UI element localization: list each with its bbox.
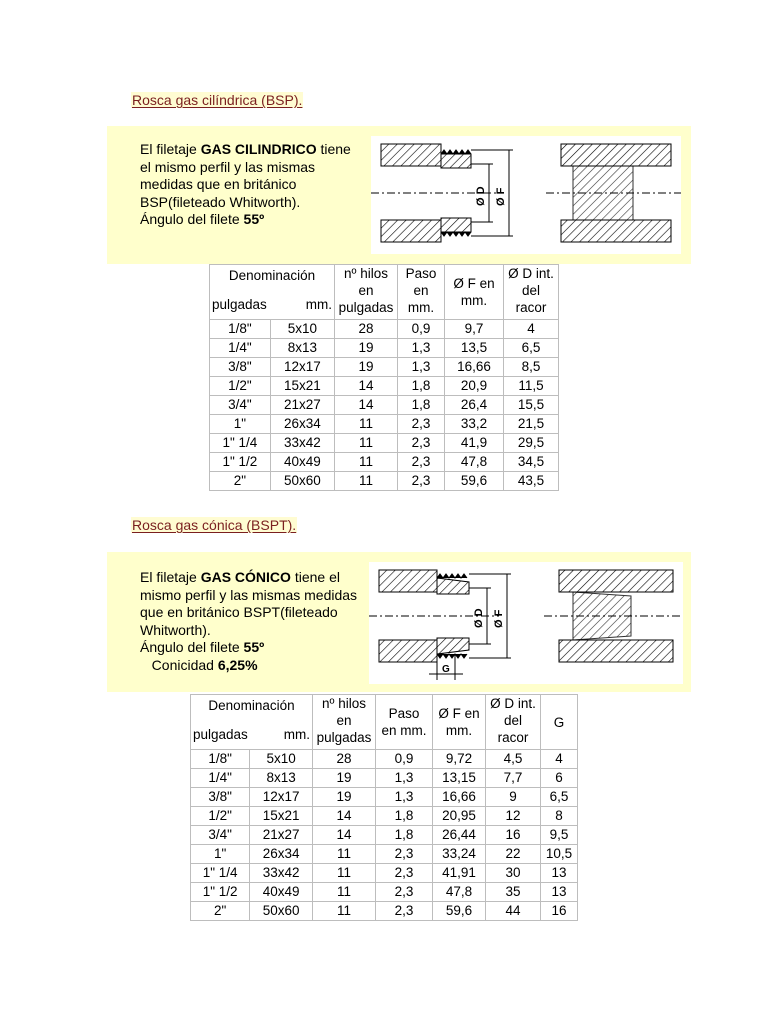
table-cell: 12x17 [270, 358, 334, 377]
desc-text: Conicidad [140, 656, 218, 673]
hdr-line: Ø D int. [508, 266, 554, 281]
table-cell: 22 [486, 845, 541, 864]
table-cell: 1,3 [398, 339, 445, 358]
desc-text: Ángulo del filete [140, 639, 244, 655]
d-header [504, 265, 559, 320]
table-cell: 40x49 [250, 883, 313, 902]
table-cell: 9,72 [433, 750, 486, 769]
table-cell: 11 [335, 453, 398, 472]
dim-f-label: Ø F [493, 609, 505, 628]
table-cell: 2,3 [376, 864, 433, 883]
section1-info-box [107, 126, 691, 264]
table-cell: 2,3 [398, 434, 445, 453]
desc-text: tiene el mismo perfil y las mismas medidas que en británico BSPT(fileteado Whitworth). [140, 569, 358, 638]
hdr-line: Paso [388, 706, 420, 721]
section1-heading[interactable]: Rosca gas cilíndrica (BSP). [132, 92, 303, 108]
table-cell: 41,9 [445, 434, 504, 453]
table-cell: 3/8" [191, 788, 250, 807]
bspt-fitting-diagram [369, 562, 683, 684]
table-cell: 40x49 [270, 453, 334, 472]
table-row [191, 864, 578, 883]
table-cell: 8,5 [504, 358, 559, 377]
f-header [445, 265, 504, 320]
hdr-line: mm. [407, 300, 435, 315]
table-cell: 1/2" [210, 377, 271, 396]
table-cell: 1/8" [191, 750, 250, 769]
table-cell: 1,3 [398, 358, 445, 377]
table-cell: 1" 1/4 [191, 864, 250, 883]
table-cell: 13 [541, 883, 578, 902]
table-cell: 43,5 [504, 472, 559, 491]
table-cell: 11 [335, 434, 398, 453]
hdr-line: racor [515, 300, 547, 315]
table-cell: 2,3 [376, 883, 433, 902]
section1-description [140, 141, 365, 229]
table-cell: 1" [191, 845, 250, 864]
hdr-line: Ø F en [438, 706, 480, 721]
section2-description [140, 569, 368, 674]
table-cell: 3/4" [210, 396, 271, 415]
table-cell: 8x13 [270, 339, 334, 358]
table-cell: 12x17 [250, 788, 313, 807]
d-header [486, 695, 541, 750]
table-cell: 6,5 [541, 788, 578, 807]
hdr-line: nº hilos [344, 266, 388, 281]
bsp-fitting-diagram [371, 136, 681, 254]
table-cell: 20,95 [433, 807, 486, 826]
dim-g-label: G [442, 664, 450, 675]
hdr-line: Paso [405, 266, 437, 281]
table-cell: 33x42 [250, 864, 313, 883]
table-cell: 14 [335, 377, 398, 396]
table-cell: 5x10 [270, 320, 334, 339]
table-cell: 26,44 [433, 826, 486, 845]
table-cell: 11 [313, 864, 376, 883]
table-cell: 15x21 [270, 377, 334, 396]
table-cell: 1/8" [210, 320, 271, 339]
hdr-line: pulgadas [316, 730, 372, 745]
paso-header [376, 695, 433, 750]
table-row [191, 769, 578, 788]
hdr-line: en mm. [381, 723, 427, 738]
table-cell: 26,4 [445, 396, 504, 415]
denominacion-header [210, 265, 335, 320]
table-cell: 19 [313, 769, 376, 788]
table-cell: 1" 1/4 [210, 434, 271, 453]
table-row [191, 750, 578, 769]
table-cell: 1/4" [191, 769, 250, 788]
section1-thread-drawing [371, 136, 681, 254]
table-cell: 59,6 [445, 472, 504, 491]
table-row [191, 883, 578, 902]
table-cell: 11 [313, 902, 376, 921]
f-header [433, 695, 486, 750]
table-cell: 33,2 [445, 415, 504, 434]
table-row [191, 845, 578, 864]
table-cell: 5x10 [250, 750, 313, 769]
hdr-line: Ø F en [453, 276, 495, 291]
table-cell: 13,15 [433, 769, 486, 788]
table-cell: 2" [191, 902, 250, 921]
table-cell: 3/4" [191, 826, 250, 845]
table-cell: 1,3 [376, 769, 433, 788]
table-cell: 11 [313, 883, 376, 902]
table-cell: 16,66 [433, 788, 486, 807]
table-row [210, 415, 559, 434]
table-cell: 16 [541, 902, 578, 921]
table-cell: 6,5 [504, 339, 559, 358]
denominacion-label: Denominación [228, 268, 316, 283]
table-cell: 1" 1/2 [210, 453, 271, 472]
table-cell: 19 [313, 788, 376, 807]
table-cell: 19 [335, 358, 398, 377]
table-cell: 35 [486, 883, 541, 902]
table-cell: 47,8 [433, 883, 486, 902]
pulgadas-label: pulgadas [193, 727, 248, 742]
table-cell: 50x60 [270, 472, 334, 491]
table-cell: 33x42 [270, 434, 334, 453]
hdr-line: en [358, 283, 374, 298]
table-cell: 28 [313, 750, 376, 769]
table-row [191, 788, 578, 807]
table-cell: 41,91 [433, 864, 486, 883]
dim-f-label: Ø F [495, 187, 507, 206]
desc-bold: 55º [243, 639, 265, 655]
table-cell: 15x21 [250, 807, 313, 826]
table-cell: 44 [486, 902, 541, 921]
denominacion-label: Denominación [208, 698, 295, 713]
table-row [191, 826, 578, 845]
desc-bold: GAS CÓNICO [200, 569, 291, 585]
table-cell: 11,5 [504, 377, 559, 396]
table-cell: 7,7 [486, 769, 541, 788]
table-row [210, 377, 559, 396]
table-cell: 33,24 [433, 845, 486, 864]
table-cell: 9 [486, 788, 541, 807]
section1-table [209, 264, 559, 491]
desc-text: El filetaje [140, 141, 201, 157]
table-cell: 1" [210, 415, 271, 434]
section2-heading[interactable]: Rosca gas cónica (BSPT). [132, 517, 297, 533]
table-cell: 1,8 [398, 396, 445, 415]
table-cell: 13 [541, 864, 578, 883]
table-cell: 50x60 [250, 902, 313, 921]
table-cell: 21,5 [504, 415, 559, 434]
hilos-header [335, 265, 398, 320]
table-cell: 11 [335, 415, 398, 434]
table-cell: 13,5 [445, 339, 504, 358]
table-cell: 20,9 [445, 377, 504, 396]
hilos-header [313, 695, 376, 750]
hdr-line: pulgadas [338, 300, 394, 315]
table-row [210, 434, 559, 453]
hdr-line: del [503, 713, 522, 728]
table-cell: 1" 1/2 [191, 883, 250, 902]
hdr-line: del [521, 283, 540, 298]
hdr-line: en [336, 713, 352, 728]
table-cell: 26x34 [250, 845, 313, 864]
table-cell: 14 [313, 807, 376, 826]
table-cell: 2" [210, 472, 271, 491]
table-cell: 4 [541, 750, 578, 769]
hdr-line: nº hilos [322, 696, 366, 711]
table-row [210, 472, 559, 491]
table-cell: 47,8 [445, 453, 504, 472]
table-cell: 21x27 [250, 826, 313, 845]
table-cell: 1/2" [191, 807, 250, 826]
hdr-line: Ø D int. [490, 696, 536, 711]
hdr-line: racor [497, 730, 529, 745]
table-cell: 4 [504, 320, 559, 339]
table-cell: 28 [335, 320, 398, 339]
table-cell: 2,3 [398, 415, 445, 434]
table-cell: 6 [541, 769, 578, 788]
table-cell: 9,7 [445, 320, 504, 339]
table-cell: 11 [313, 845, 376, 864]
table-cell: 2,3 [398, 453, 445, 472]
section2-thread-drawing [369, 562, 683, 684]
hdr-line: mm. [445, 723, 473, 738]
mm-label: mm. [305, 297, 332, 312]
desc-text: Ángulo del filete [140, 211, 244, 227]
table-cell: 2,3 [376, 845, 433, 864]
table-cell: 29,5 [504, 434, 559, 453]
g-header: G [541, 695, 578, 750]
table-cell: 0,9 [398, 320, 445, 339]
desc-bold: 55º [243, 211, 265, 227]
table-cell: 1,3 [376, 788, 433, 807]
table-cell: 8 [541, 807, 578, 826]
dim-d-label: Ø D [473, 608, 485, 628]
table-row [191, 902, 578, 921]
section2-table [190, 694, 578, 921]
table-cell: 2,3 [398, 472, 445, 491]
desc-bold: GAS CILINDRICO [200, 141, 317, 157]
table-cell: 16,66 [445, 358, 504, 377]
table-cell: 14 [335, 396, 398, 415]
table-row [210, 320, 559, 339]
pulgadas-label: pulgadas [212, 297, 267, 312]
table-cell: 14 [313, 826, 376, 845]
desc-text: El filetaje [140, 569, 201, 585]
table-cell: 1,8 [398, 377, 445, 396]
table-cell: 1/4" [210, 339, 271, 358]
table-row [210, 453, 559, 472]
table-cell: 10,5 [541, 845, 578, 864]
mm-label: mm. [283, 727, 310, 742]
table-cell: 0,9 [376, 750, 433, 769]
table-row [210, 339, 559, 358]
table-cell: 21x27 [270, 396, 334, 415]
desc-bold: 6,25% [217, 656, 258, 673]
table-cell: 1,8 [376, 826, 433, 845]
table-cell: 12 [486, 807, 541, 826]
dim-d-label: Ø D [475, 186, 487, 206]
section2-info-box [107, 552, 691, 692]
table-cell: 2,3 [376, 902, 433, 921]
table-cell: 16 [486, 826, 541, 845]
table-cell: 8x13 [250, 769, 313, 788]
hdr-line: mm. [460, 293, 488, 308]
table-cell: 26x34 [270, 415, 334, 434]
denominacion-header [191, 695, 313, 750]
table-row [210, 396, 559, 415]
desc-text: tiene el mismo perfil y las mismas medidas que en británico BSP(fileteado Whitworth). [140, 141, 351, 210]
table-cell: 9,5 [541, 826, 578, 845]
table-cell: 1,8 [376, 807, 433, 826]
paso-header [398, 265, 445, 320]
table-row [210, 358, 559, 377]
table-cell: 3/8" [210, 358, 271, 377]
table-cell: 4,5 [486, 750, 541, 769]
hdr-line: en [413, 283, 429, 298]
table-cell: 19 [335, 339, 398, 358]
table-cell: 30 [486, 864, 541, 883]
table-cell: 15,5 [504, 396, 559, 415]
table-row [191, 807, 578, 826]
table-cell: 59,6 [433, 902, 486, 921]
table-cell: 34,5 [504, 453, 559, 472]
table-cell: 11 [335, 472, 398, 491]
